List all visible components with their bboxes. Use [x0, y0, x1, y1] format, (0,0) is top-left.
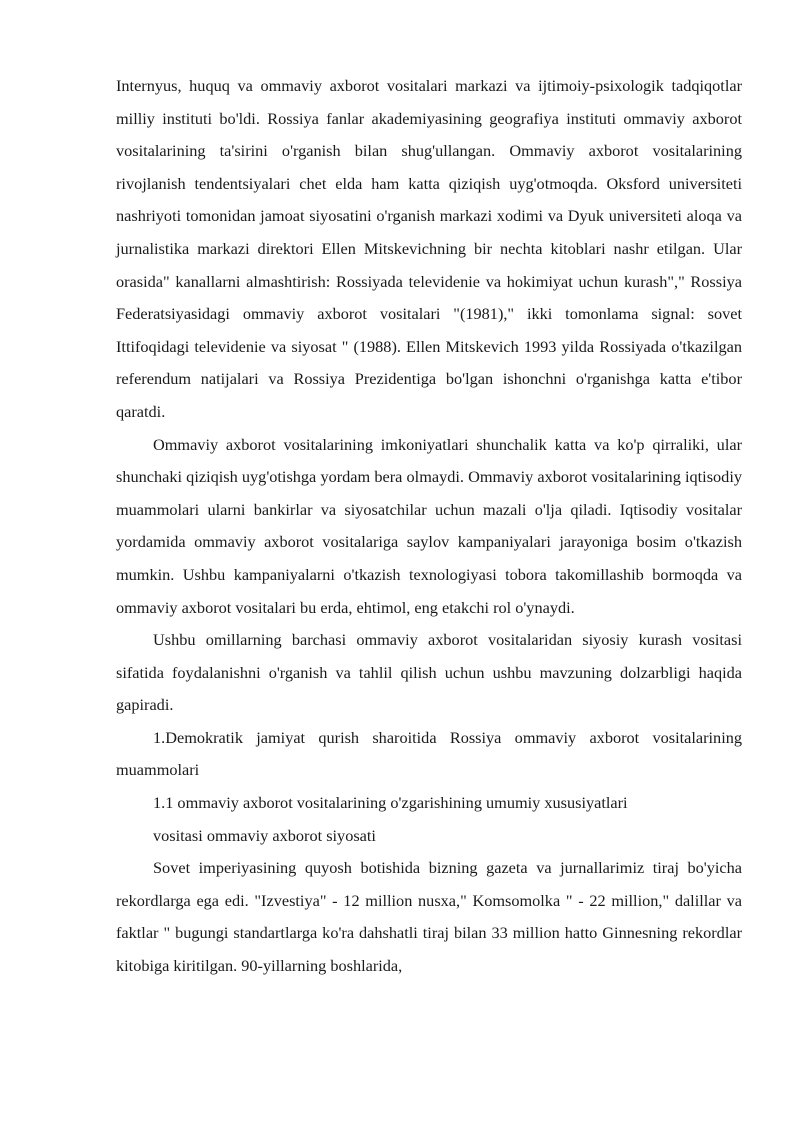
document-page — [116, 70, 742, 983]
subsection-heading-1-1-continued: vositasi ommaviy axborot siyosati — [153, 825, 376, 845]
paragraph-relevance: Ushbu omillarning barchasi ommaviy axborot vositalaridan siyosiy kurash vositasi sifatida foydalanishni o'rganish va tahlil qilish uchun ushbu mavzuning dolzarbligi haqida gapiradi. — [116, 630, 742, 715]
subsection-heading-1-1: 1.1 ommaviy axborot vositalarining o'zgarishining umumiy xususiyatlari — [153, 793, 628, 813]
section-heading-1: 1.Demokratik jamiyat qurish sharoitida Rossiya ommaviy axborot vositalarining muammolari — [116, 727, 742, 780]
paragraph-soviet-circulation: Sovet imperiyasining quyosh botishida bizning gazeta va jurnallarimiz tiraj bo'yicha rekordlarga ega edi. "Izvestiya" - 12 million nusxa," Komsomolka " - 22 million," dalillar va faktlar " bugungi standartlarga ko'ra dahshatli tiraj bilan 33 million hatto Ginnesning rekordlar kitobiga kiritilgan. 90-yillarning boshlarida, — [116, 858, 742, 976]
paragraph-media-capabilities: Ommaviy axborot vositalarining imkoniyatlari shunchalik katta va ko'p qirraliki, ular shunchaki qiziqish uyg'otishga yordam bera olmaydi. Ommaviy axborot vositalarining iqtisodiy muammolari ularni bankirlar va siyosatchilar uchun mazali o'lja qiladi. Iqtisodiy vositalar yordamida ommaviy axborot vositalariga saylov kampaniyalari jarayoniga bosim o'tkazish mumkin. Ushbu kampaniyalarni o'tkazish texnologiyasi tobora takomillashib bormoqda va ommaviy axborot vositalari bu erda, ehtimol, eng etakchi rol o'ynaydi. — [116, 434, 742, 617]
paragraph-intro: Internyus, huquq va ommaviy axborot vositalari markazi va ijtimoiy-psixologik tadqiqotlar milliy instituti bo'ldi. Rossiya fanlar akademiyasining geografiya instituti ommaviy axborot vositalarining ta'sirini o'rganish bilan shug'ullangan. Ommaviy axborot vositalarining rivojlanish tendentsiyalari chet elda ham katta qiziqish uyg'otmoqda. Oksford universiteti nashriyoti tomonidan jamoat siyosatini o'rganish markazi xodimi va Dyuk universiteti aloqa va jurnalistika markazi direktori Ellen Mitskevichning bir nechta kitoblari nashr etilgan. Ular orasida" kanallarni almashtirish: Rossiyada televidenie va hokimiyat uchun kurash"," Rossiya Federatsiyasidagi ommaviy axborot vositalari "(1981)," ikki tomonlama signal: sovet Ittifoqidagi televidenie va siyosat " (1988). Ellen Mitskevich 1993 yilda Rossiyada o'tkazilgan referendum natijalari va Rossiya Prezidentiga bo'lgan ishonchni o'rganishga katta e'tibor qaratdi. — [116, 76, 742, 421]
